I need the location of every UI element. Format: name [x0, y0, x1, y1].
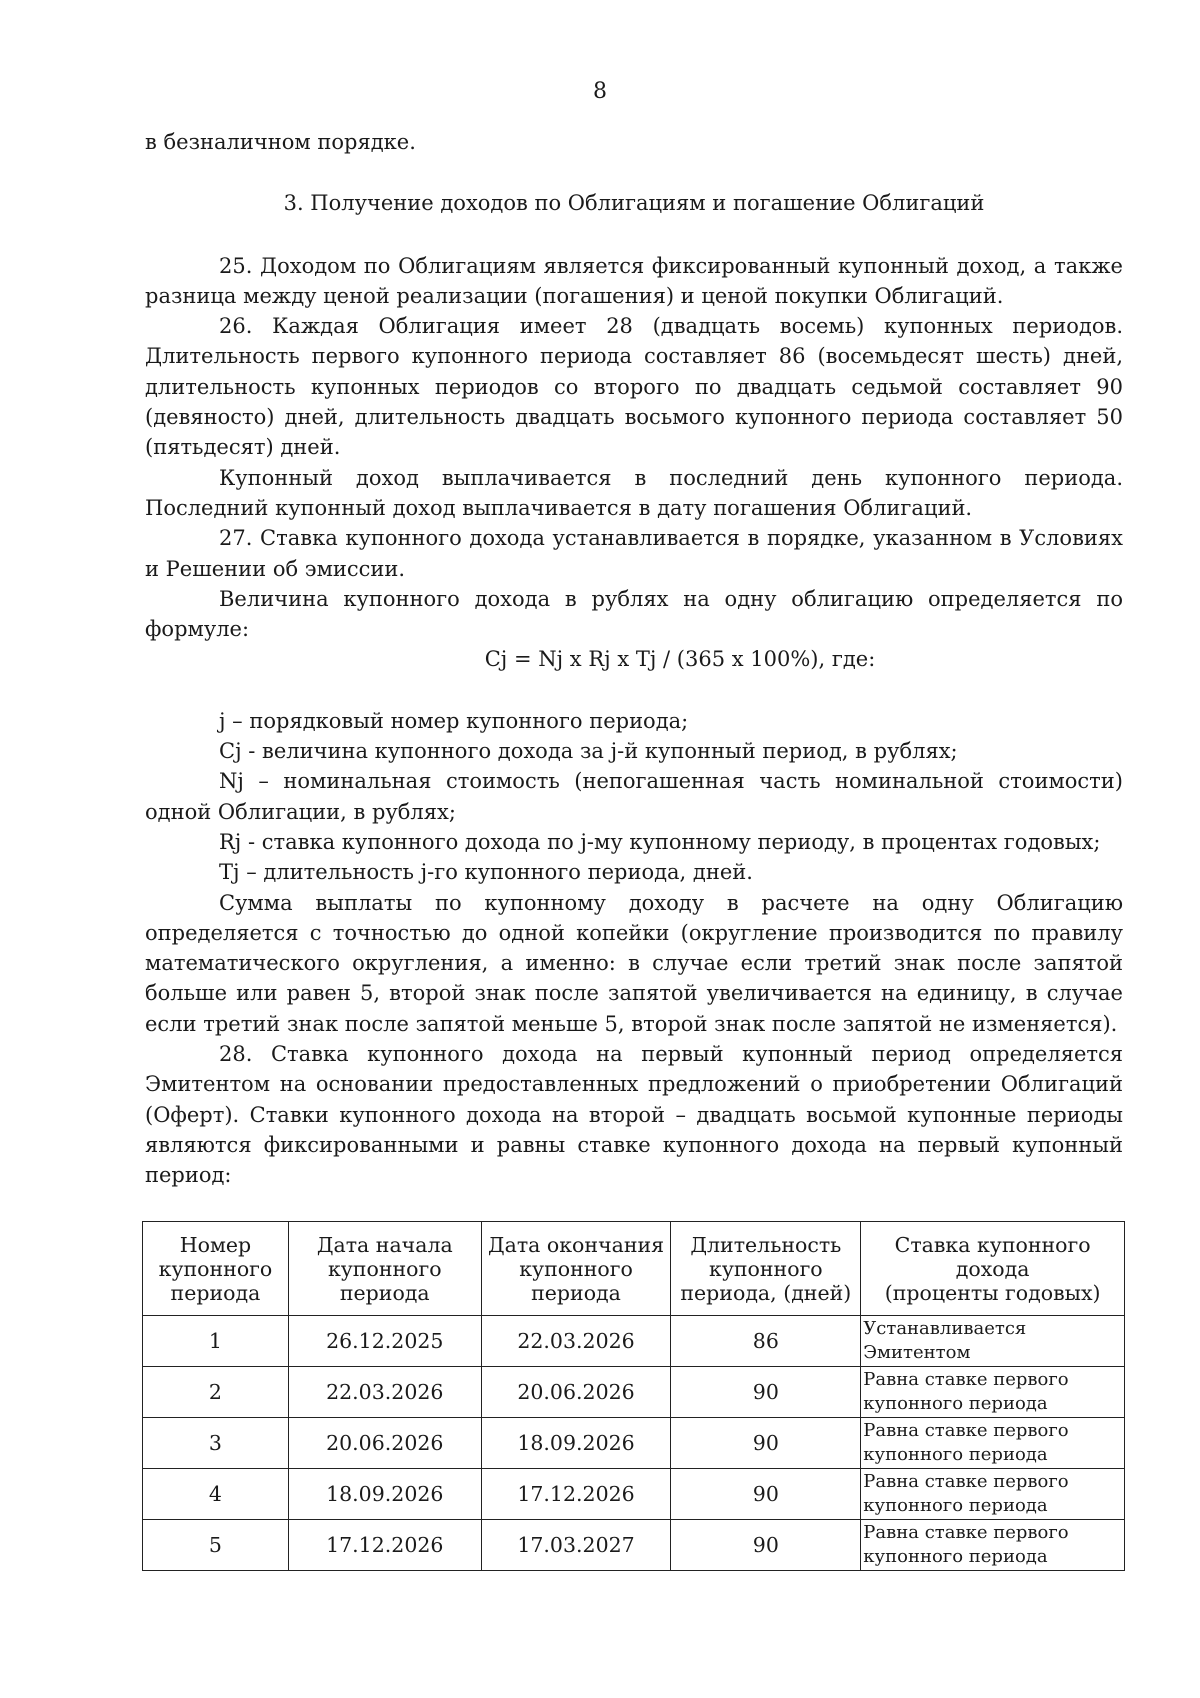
cell-duration: 90	[671, 1520, 861, 1571]
paragraph-26: 26. Каждая Облигация имеет 28 (двадцать восемь) купонных периодов. Длительность первого купонного периода составляет 86 (восемьдесят шесть) дней, длительность купонных периодов со второго по двадцать седьмой составляет 90 (девяносто) дней, длительность двадцать восьмого купонного периода составляет 50 (пятьдесят) дней.	[145, 314, 1123, 460]
header-start-date: Дата начала купонного периода	[288, 1222, 481, 1316]
cell-start-date: 17.12.2026	[288, 1520, 481, 1571]
paragraph-28: 28. Ставка купонного дохода на первый купонный период определяется Эмитентом на основании предоставленных предложений о приобретении Облигаций (Оферт). Ставки купонного дохода на второй – двадцать восьмой купонные периоды являются фиксированными и равны ставке купонного дохода на первый купонный период:	[145, 1042, 1123, 1188]
table-row	[143, 1469, 1125, 1520]
cell-duration: 90	[671, 1367, 861, 1418]
table-row	[143, 1316, 1125, 1367]
definition-j: j – порядковый номер купонного периода;	[219, 708, 689, 733]
cell-number: 4	[143, 1469, 289, 1520]
paragraph-payment-sum: Сумма выплаты по купонному доходу в расчете на одну Облигацию определяется с точностью до одной копейки (округление производится по правилу математического округления, а именно: в случае если третий знак после запятой больше или равен 5, второй знак после запятой увеличивается на единицу, в случае если третий знак после запятой меньше 5, второй знак после запятой не изменяется).	[145, 890, 1123, 1036]
cell-rate: Равна ставке первого купонного периода	[861, 1367, 1125, 1418]
header-coupon-rate: Ставка купонного дохода (проценты годовых)	[861, 1222, 1125, 1316]
cell-start-date: 26.12.2025	[288, 1316, 481, 1367]
page-number: 8	[593, 79, 607, 104]
cell-end-date: 17.12.2026	[481, 1469, 671, 1520]
header-coupon-number: Номер купонного периода	[143, 1222, 289, 1316]
definition-rj: Rj - ставка купонного дохода по j-му купонному периоду, в процентах годовых;	[219, 829, 1101, 854]
definition-cj: Cj - величина купонного дохода за j-й купонный период, в рублях;	[219, 739, 958, 764]
cell-rate: Равна ставке первого купонного периода	[861, 1418, 1125, 1469]
cell-end-date: 22.03.2026	[481, 1316, 671, 1367]
table-row	[143, 1418, 1125, 1469]
paragraph-25: 25. Доходом по Облигациям является фиксированный купонный доход, а также разница между ценой реализации (погашения) и ценой покупки Облигаций.	[145, 253, 1123, 308]
cell-rate: Устанавливается Эмитентом	[861, 1316, 1125, 1367]
section-heading: 3. Получение доходов по Облигациям и погашение Облигаций	[283, 191, 985, 216]
document-body	[145, 127, 1123, 1191]
cell-end-date: 17.03.2027	[481, 1520, 671, 1571]
cell-start-date: 18.09.2026	[288, 1469, 481, 1520]
cell-number: 3	[143, 1418, 289, 1469]
cell-rate: Равна ставке первого купонного периода	[861, 1469, 1125, 1520]
cell-number: 5	[143, 1520, 289, 1571]
cell-duration: 90	[671, 1418, 861, 1469]
table-row	[143, 1520, 1125, 1571]
table-header-row	[143, 1222, 1125, 1316]
cell-rate: Равна ставке первого купонного периода	[861, 1520, 1125, 1571]
coupon-formula: Cj = Nj x Rj x Tj / (365 x 100%), где:	[484, 647, 876, 672]
paragraph-26-payment: Купонный доход выплачивается в последний день купонного периода. Последний купонный доход выплачивается в дату погашения Облигаций.	[145, 465, 1123, 520]
definition-nj: Nj – номинальная стоимость (непогашенная часть номинальной стоимости) одной Облигации, в рублях;	[145, 769, 1123, 824]
cell-number: 2	[143, 1367, 289, 1418]
header-end-date: Дата окончания купонного периода	[481, 1222, 671, 1316]
cell-start-date: 22.03.2026	[288, 1367, 481, 1418]
cell-duration: 90	[671, 1469, 861, 1520]
coupon-table	[142, 1221, 1125, 1571]
paragraph-27: 27. Ставка купонного дохода устанавливается в порядке, указанном в Условиях и Решении об эмиссии.	[145, 526, 1123, 581]
cell-start-date: 20.06.2026	[288, 1418, 481, 1469]
header-duration: Длительность купонного периода, (дней)	[671, 1222, 861, 1316]
cell-end-date: 20.06.2026	[481, 1367, 671, 1418]
paragraph-27-formula-intro: Величина купонного дохода в рублях на одну облигацию определяется по формуле:	[145, 586, 1123, 642]
table-row	[143, 1367, 1125, 1418]
cell-duration: 86	[671, 1316, 861, 1367]
cell-number: 1	[143, 1316, 289, 1367]
cell-end-date: 18.09.2026	[481, 1418, 671, 1469]
paragraph-continuation: в безналичном порядке.	[145, 130, 416, 154]
definition-tj: Tj – длительность j-го купонного периода, дней.	[219, 860, 753, 885]
